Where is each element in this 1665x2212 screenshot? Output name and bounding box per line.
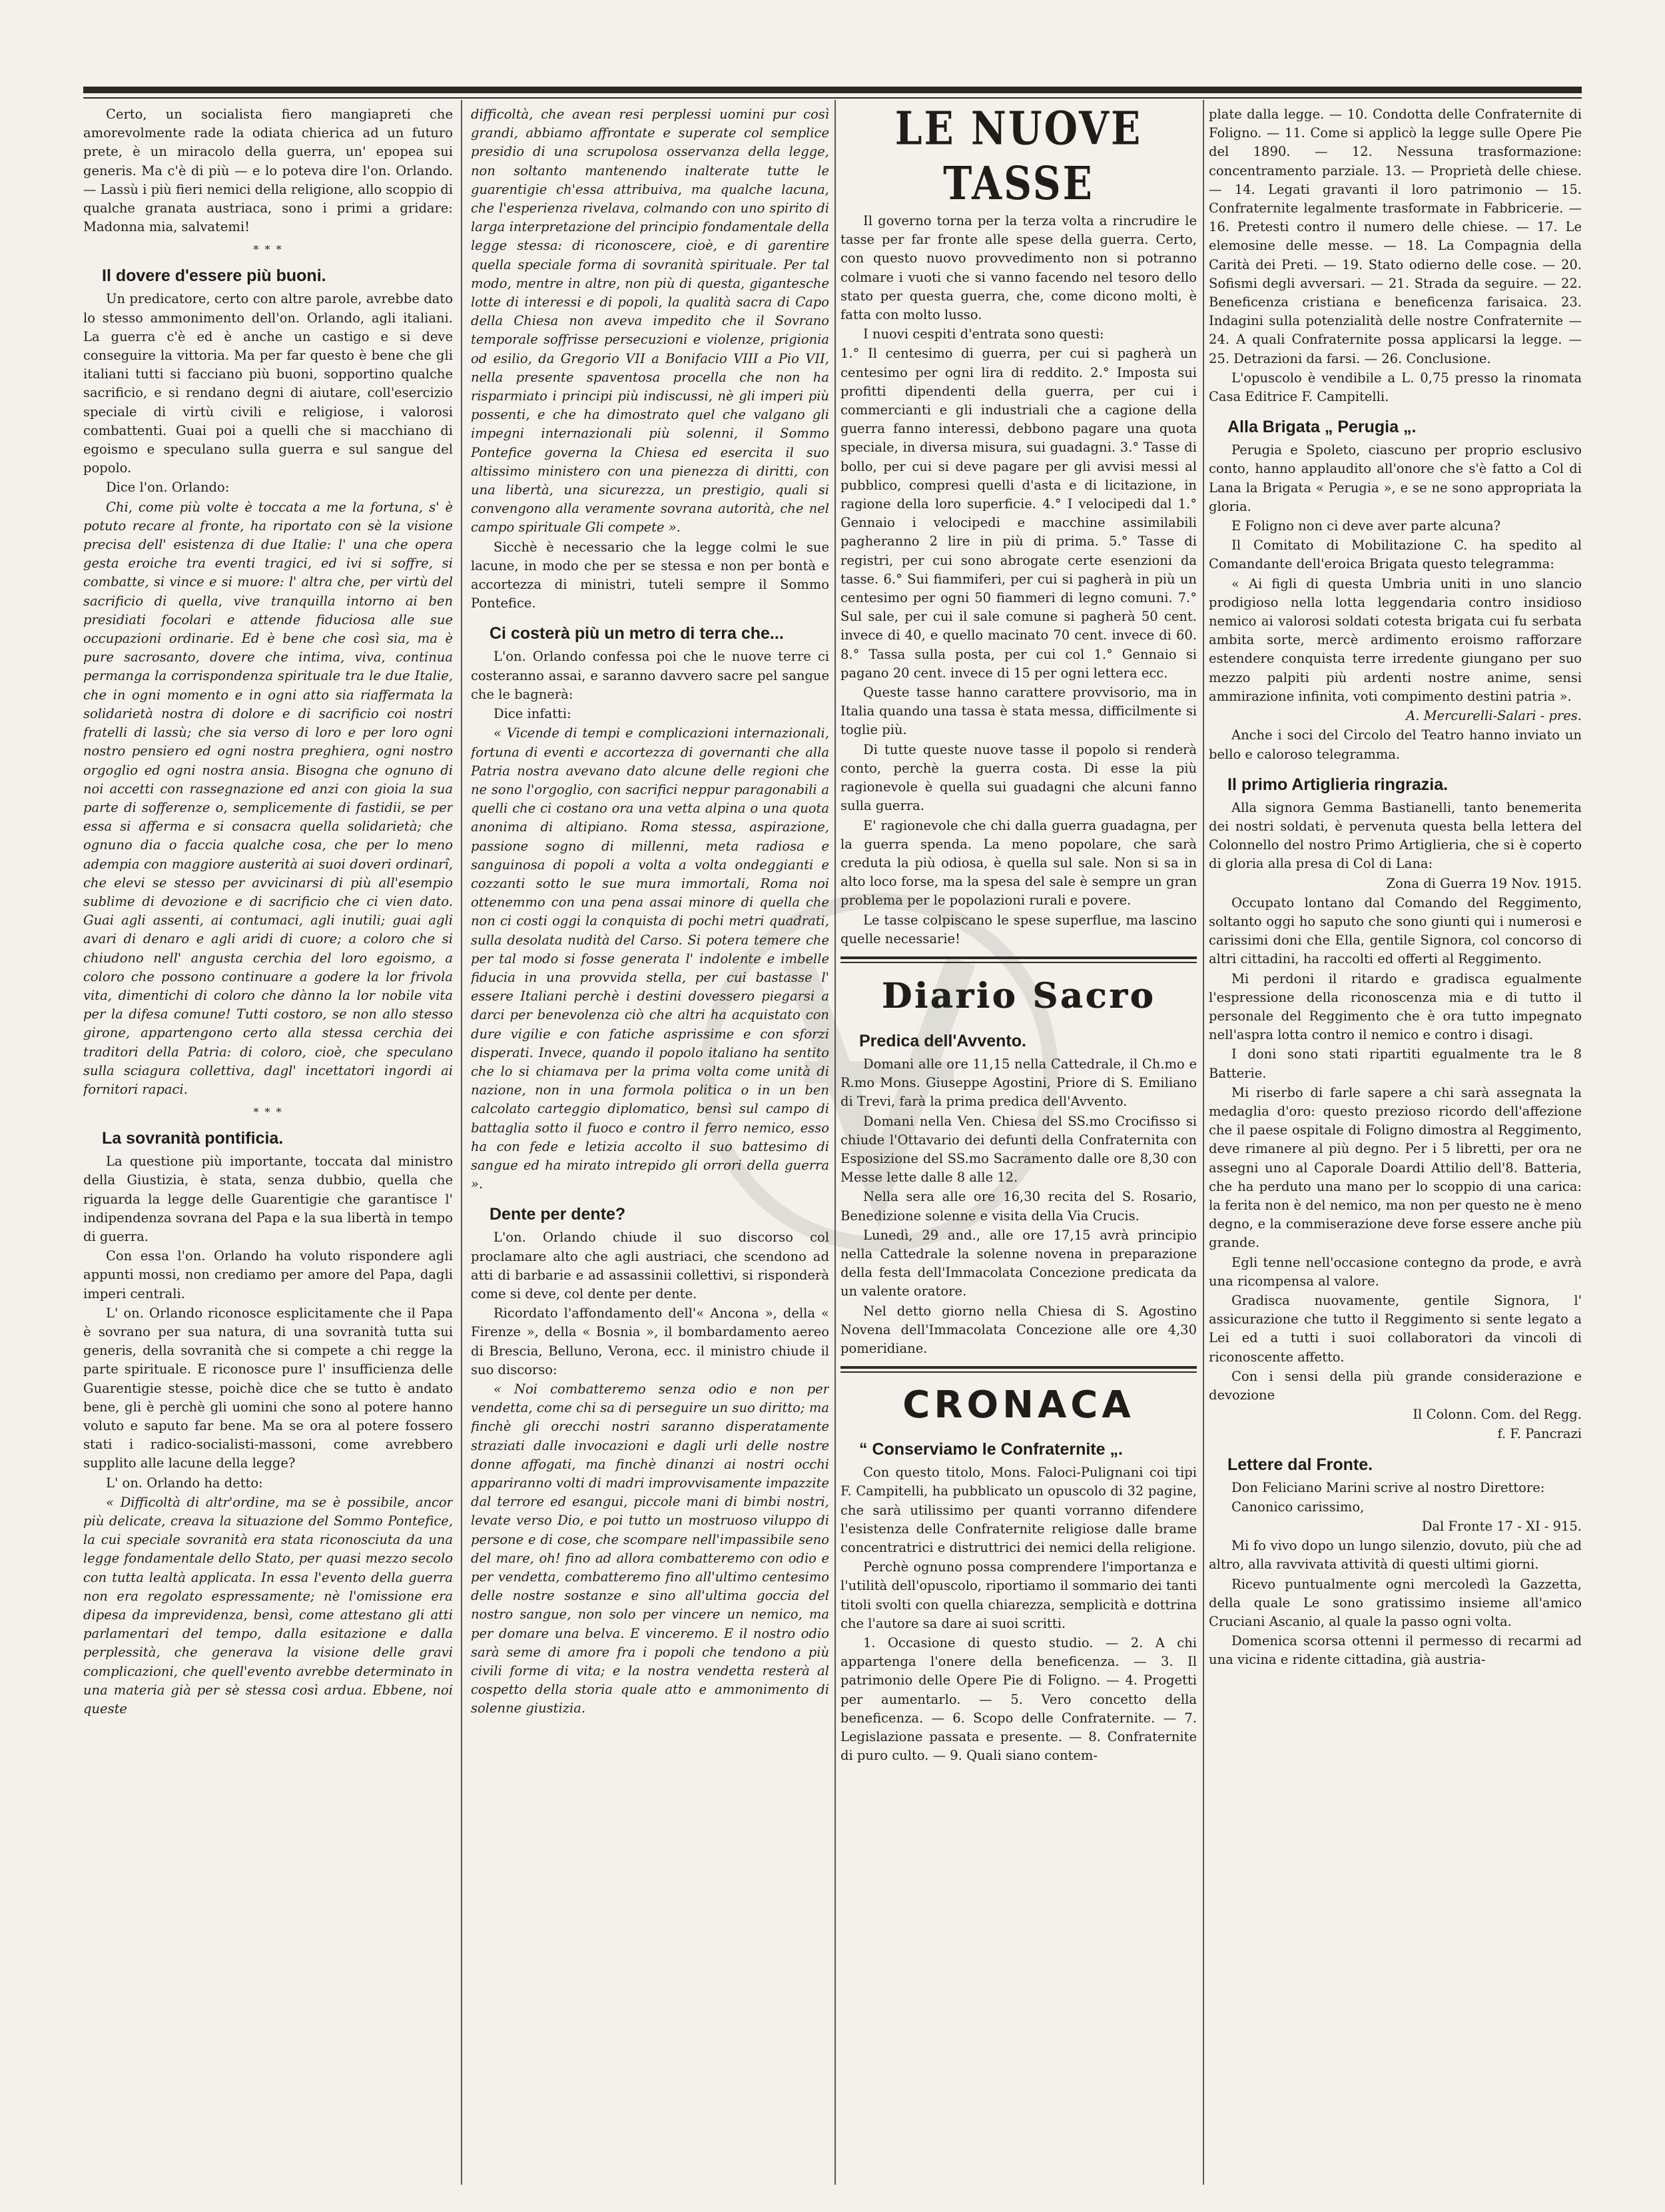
paragraph: Domenica scorsa ottenni il permesso di recarmi ad una vicina e ridente cittadina, già austria- — [1209, 1633, 1582, 1668]
section-rule-thin — [840, 962, 1197, 963]
signature-line: A. Mercurelli-Salari - pres. — [1406, 708, 1582, 724]
paragraph: plate dalla legge. — 10. Condotta delle Confraternite di Foligno. — 11. Come si applicò la legge sulle Opere Pie del 1890. — 12. Nessuna trasformazione: concentramento parziale. 13. — Proprietà delle chiese. — 14. Legati gravanti il loro patrimonio — 15. Confraternite legalmente trasformate in Fabbricerie. — 16. Pretesti contro il numero delle chiese. — 17. Le elemosine delle messe. — 18. La Compagnia della Carità dei Preti. — 19. Stato odierno delle cose. — 20. Sofismi degli avversari. — 21. Strada da seguire. — 22. Beneficenza cristiana e beneficenza farisaica. 23. Indagini sulla potenzialità delle nostre Confraternite — 24. A quali Confraternite possa applicarsi la legge. — 25. Detrazioni da farsi. — 26. Conclusione. — [1209, 107, 1582, 366]
paragraph: L'on. Orlando confessa poi che le nuove terre ci costeranno assai, e saranno davvero sacre pel sangue che le bagnerà: — [471, 649, 829, 702]
paragraph: Perugia e Spoleto, ciascuno per proprio esclusivo conto, hanno applaudito all'onore che s'è fatto a Col di Lana la Brigata « Perugia », e se ne sono appropriata la gloria. — [1209, 442, 1582, 514]
paragraph: 1. Occasione di questo studio. — 2. A chi appartenga l'onere della beneficenza. — 3. Il patrimonio delle Opere Pie di Foligno. — 4. Progetti per aumentarlo. — 5. Vero concetto della beneficenza. — 6. Scopo delle Confraternite. — 7. Legislazione passata e presente. — 8. Confraternite di puro culto. — 9. Quali siano contem- — [840, 1635, 1197, 1764]
paragraph: Mi fo vivo dopo un lungo silenzio, dovuto, più che ad altro, alla ravvivata attività di questi ultimi giorni. — [1209, 1538, 1582, 1573]
paragraph: L'opuscolo è vendibile a L. 0,75 presso la rinomata Casa Editrice F. Campitelli. — [1209, 370, 1582, 405]
quoted-paragraph: « Noi combatteremo senza odio e non per vendetta, come chi sa di perseguire un suo diritto; ma finchè gli orecchi nostri saranno disperatamente straziati dalle invocazioni e dagli urli delle nostre donne affogati, ma finchè dinanzi ai nostri occhi appariranno volti di madri improvvisamente impazzite dal terrore ed esangui, piccole mani di bimbi nostri, levate verso Dio, e poi tutto un mostruoso viluppo di persone e di cose, che scompare nell'impassibile seno del mare, oh! fino ad allora combatteremo con odio e per vendetta, combatteremo fino all'ultimo centesimo delle nostre sostanze e sino all'ultima goccia del nostro sangue, non solo per vincere un nemico, ma per domare una belva. E vinceremo. E il nostro odio sarà seme di amore fra i popoli che tendono a più civili forme di vita; e la nostra vendetta resterà al cospetto della storia quale atto e ammonimento di solenne giustizia. — [471, 1381, 829, 1716]
paragraph: Il governo torna per la terza volta a rincrudire le tasse per far fronte alle spese della guerra. Certo, con questo nuovo provvedimento non si potranno colmare i vuoti che si vanno facendo nel tesoro dello stato per questa guerra, che, come dicono molti, è fatta con molto lusso. — [840, 213, 1197, 323]
article-heading: “ Conserviamo le Confraternite „. — [859, 1440, 1123, 1459]
section-masthead-cronaca: CRONACA — [902, 1383, 1135, 1427]
article-heading: Lettere dal Fronte. — [1227, 1455, 1373, 1474]
paragraph: Nel detto giorno nella Chiesa di S. Agostino Novena dell'Immacolata Concezione alle ore 4,30 pomeridiane. — [840, 1303, 1197, 1356]
column-2 — [471, 105, 829, 2177]
section-masthead: LE NUOVE TASSE — [894, 105, 1143, 210]
paragraph: Le tasse colpiscano le spese superflue, ma lascino quelle necessarie! — [840, 912, 1197, 946]
paragraph: I nuovi cespiti d'entrata sono questi: — [863, 326, 1104, 342]
paragraph: Mi riserbo di farle sapere a chi sarà assegnata la medaglia d'oro: questo prezioso ricordo dell'affezione che il paese ospitale di Foligno dimostra al Reggimento, deve rimanere al più degno. Per i 5 libretti, per ora ne assegni uno al Caporale Doardi Attilio dell'8. Batteria, che ha perduto una mano per lo scoppio di una carica: la ferita non è del nemico, ma non per questo ne è meno degno, e la commiserazione deve forse essere anche più grande. — [1209, 1084, 1582, 1251]
paragraph: Un predicatore, certo con altre parole, avrebbe dato lo stesso ammonimento dell'on. Orlando, agli italiani. La guerra c'è ed è anche un castigo e si deve conseguire la vittoria. Ma per far questo è bene che gli italiani tutti si facciano più buoni, sopportino qualche sacrificio, e si rendano degni di aiutare, coll'esercizio speciale di virtù civili e religiose, i valorosi combattenti. Guai poi a quelli che si macchiano di egoismo e speculano sulla guerra e sul sangue del popolo. — [83, 291, 453, 476]
paragraph: Ricevo puntualmente ogni mercoledì la Gazzetta, della quale Le sono gratissimo insieme all'amico Cruciani Ascanio, al quale la passo ogni volta. — [1209, 1576, 1582, 1630]
section-rule — [840, 956, 1197, 959]
paragraph: La questione più importante, toccata dal ministro della Giustizia, è stata, senza dubbio, quella che riguarda la legge delle Guarentigie che garantisce l' indipendenza sovrana del Papa e la sua libertà in tempo di guerra. — [83, 1154, 453, 1244]
paragraph: 1.° Il centesimo di guerra, per cui si pagherà un centesimo per ogni lira di reddito. 2.° Imposta sui profitti dipendenti della guerra, per cui i commercianti e gli industriali che a cagione della guerra fanno interessi, debbono pagare una quota speciale, in diversa misura, sui guadagni. 3.° Tasse di bollo, per cui si deve pagare per gli avvisi messi al pubblico, compresi quelli d'asta e di licitazione, in ragione della loro superficie. 4.° I velocipedi dal 1.° Gennaio i velocipedi e macchine assimilabili pagheranno 2 lire in più di prima. 5.° Tasse di registri, per cui sono abrogate certe esenzioni da tasse. 6.° Sui fiammiferi, per cui si pagherà in più un centesimo per ogni 50 fiammeri di legno comuni. 7.° Sul sale, per cui il sale comune si pagherà 50 cent. invece di 40, e quello macinato 70 cent. invece di 60. 8.° Tassa sulla posta, per cui col 1.° Gennaio si pagano 20 cent. invece di 15 per ogni lettera ecc. — [840, 346, 1197, 681]
paragraph: Occupato lontano dal Comando del Reggimento, soltanto oggi ho saputo che sono giunti qui i numerosi e carissimi doni che Ella, gentile Signora, col concorso di altri cittadini, ha raccolti ed offerti al Reggimento. — [1209, 895, 1582, 967]
paragraph: Con essa l'on. Orlando ha voluto rispondere agli appunti mossi, non crediamo per amore del Papa, dagli imperi centrali. — [83, 1248, 453, 1301]
paragraph: Ricordato l'affondamento dell'« Ancona », della « Firenze », della « Bosnia », il bombardamento aereo di Brescia, Belluno, Verona, ecc. il ministro chiude il suo discorso: — [471, 1305, 829, 1377]
paragraph: Perchè ognuno possa comprendere l'importanza e l'utilità dell'opuscolo, riportiamo il sommario dei tanti titoli svolti con quella chiarezza, semplicità e dottrina che l'autore sa dare ai suoi scritti. — [840, 1559, 1197, 1631]
paragraph: Mi perdoni il ritardo e gradisca egualmente l'espressione della riconoscenza mia e di tutto il personale del Reggimento che è ora tutto impegnato nell'aspra lotta contro il nemico e contro i disagi. — [1209, 970, 1582, 1043]
paragraph: Don Feliciano Marini scrive al nostro Direttore: — [1231, 1479, 1545, 1495]
paragraph: Nella sera alle ore 16,30 recita del S. Rosario, Benedizione solenne e visita della Via Crucis. — [840, 1189, 1197, 1224]
paragraph: Di tutte queste nuove tasse il popolo si renderà conto, perchè la guerra costa. Di esse la più ragionevole è quella sui guadagni che alcuni fanno sulla guerra. — [840, 741, 1197, 814]
paragraph: E Foligno non ci deve aver parte alcuna? — [1231, 518, 1500, 534]
section-masthead-gothic: Diario Sacro — [881, 975, 1156, 1016]
paragraph: E' ragionevole che chi dalla guerra guadagna, per la guerra spenda. La meno popolare, che sarà creduta la più odiosa, è quella sul sale. Non si sa in alto loco forse, ma la spesa del sale è sempre un gran problema per le popolazioni rurali e povere. — [840, 817, 1197, 909]
paragraph: L' on. Orlando ha detto: — [106, 1475, 263, 1491]
paragraph: Egli tenne nell'occasione contegno da prode, e avrà una ricompensa al valore. — [1209, 1254, 1582, 1289]
article-heading: Dente per dente? — [490, 1205, 626, 1224]
paragraph: Certo, un socialista fiero mangiapreti che amorevolmente rade la odiata chierica ad un futuro prete, è un miracolo della guerra, un' epopea sui generis. Ma c'è di più — e lo poteva dire l'on. Orlando. — Lassù i più fieri nemici della religione, allo scoppio di qualche granata austriaca, sono i primi a gridare: Madonna mia, salvatemi! — [83, 107, 453, 235]
paragraph: Dice infatti: — [494, 706, 571, 722]
right-aligned-line: Dal Fronte 17 - XI - 915. — [1421, 1519, 1582, 1535]
article-heading: Ci costerà più un metro di terra che... — [490, 624, 784, 643]
paragraph: Anche i soci del Circolo del Teatro hanno inviato un bello e caloroso telegramma. — [1209, 727, 1582, 762]
quoted-paragraph: difficoltà, che avean resi perplessi uomini pur così grandi, abbiamo affrontate e superate col semplice presidio di una scrupolosa osservanza della legge, non soltanto mantenendo inalterate tutte le guarentigie ch'essa attribuiva, ma qualche lacuna, che l'esperienza rivelava, colmando con uno spirito di larga interpretazione del principio fondamentale della legge stessa: di riconoscere, cioè, e di garentire quella speciale forma di sovranità spirituale. Per tal modo, mentre in altre, non più di questa, gigantesche lotte di interessi e di popoli, la qualità sacra di Capo della Chiesa non aveva impedito che il Sovrano temporale soffrisse persecuzioni e violenze, prigionia od esilio, da Gregorio VII a Bonifacio VIII a Pio VII, nella presente spaventosa procella che non ha risparmiato i principi più indiscussi, nè gli imperi più possenti, e che ha dimostrato quel che valgano gli impegni internazionali più solenni, il Sommo Pontefice governa la Chiesa ed esercita il suo altissimo ministero con una pienezza di diritti, con una libertà, una sicurezza, un prestigio, quali si convengono alla veramente sovrana autorità, che nel campo spirituale Gli compete ». — [471, 107, 829, 536]
paragraph: Dice l'on. Orlando: — [106, 480, 230, 496]
article-heading: Il primo Artiglieria ringrazia. — [1227, 775, 1449, 794]
paragraph: Il Comitato di Mobilitazione C. ha spedito al Comandante dell'eroica Brigata questo telegramma: — [1209, 538, 1582, 572]
paragraph: I doni sono stati ripartiti egualmente tra le 8 Batterie. — [1209, 1046, 1582, 1081]
article-heading: Il dovere d'essere più buoni. — [102, 266, 326, 286]
quoted-paragraph: « Vicende di tempi e complicazioni internazionali, fortuna di eventi e accortezza di governanti che alla Patria nostra avevano dato alcune delle regioni che ne sono l'orgoglio, con sacrifici neppur paragonabili a quelli che ci costano ora una vetta alpina o una quota anonima di altipiano. Roma stessa, aspirazione, passione sogno di millenni, meta radiosa e sanguinosa di popoli a volta a volta ondeggianti e cozzanti sotto le sue mura immortali, Roma noi ottenemmo con una pena assai minore di quella che non ci costi oggi la conquista di pochi metri quadrati, sulla desolata nudità del Carso. Si potera temere che per tal modo si fosse generata l' indolente e imbelle fiducia in una provvida stella, per cui bastasse l' essere Italiani perchè i destini dovessero piegarsi a darci per benevolenza ciò che altri ha acquistato con dure vigilie e con fatiche asprissime e con sforzi disperati. Invece, quando il popolo italiano ha sentito che lo si chiamava per la prima volta come unità di nazione, non in una formola politica o in un ben calcolato carteggio diplomatico, bensì sul campo di battaglia sotto il fuoco e contro il ferro nemico, esso ha con fede e letizia accolto il suo battesimo di sangue ed ha mirato intrepido gli orrori della guerra ». — [471, 725, 829, 1192]
paragraph: « Ai figli di questa Umbria uniti in uno slancio prodigioso nella lotta leggendaria contro insidioso nemico ai valorosi soldati cotesta brigata cui fu serbata ambita sorte, mercè ardimento eroismo rafforzare estendere conquista terre irredente giungano per suo mezzo palpiti più ardenti nostre anime, sensi ammirazione infinita, voti compimento destini patria ». — [1209, 575, 1582, 704]
top-border-rule-thin — [83, 97, 1582, 99]
column-divider-1 — [461, 100, 462, 2185]
right-aligned-line: Il Colonn. Com. del Regg. — [1413, 1407, 1582, 1423]
section-separator-asterisks: * * * — [253, 1106, 283, 1119]
quoted-paragraph: Chi, come più volte è toccata a me la fortuna, s' è potuto recare al fronte, ha riportato con sè la visione precisa dell' esistenza di due Italie: l' una che opera gesta eroiche tra eventi tragici, ed ivi si soffre, si combatte, si vince e si muore: l' altra che, per virtù del sacrificio di quella, vive tranquilla intorno ai ben presidiati focolari e attende fiduciosa alle sue occupazioni ordinarie. Ed è bene che così sia, ma è pure sacrosanto, dovere che intima, viva, continua permanga la corrispondenza spirituale tra le due Italie, che in ogni momento e in ogni atto sia riaffermata la solidarietà nostra di dolore e di sacrificio coi nostri fratelli di lassù; che sia verso di loro e per loro ogni nostro pensiero ed ogni nostra preghiera, ogni nostro orgoglio ed ogni nostra ansia. Bisogna che ognuno di noi accetti con rassegnazione ed anzi con gioia la sua parte di sofferenze o, semplicemente di fastidii, se per essa si afferma e si consacra quella solidarietà; che ognuno dia o faccia qualche cosa, che per lo meno adempia con maggiore austerità ai suoi doveri ordinarî, che elevi se stesso per avvicinarsi di più all'esempio sublime di devozione e di sacrificio che ci vien dato. Guai agli assenti, ai contumaci, agli inutili; guai agli avari di denaro e agli aridi di cuore; a coloro che si chiudono nell' angusta cerchia del loro egoismo, a coloro che possono continuare a godere la lor frivola vita, dimentichi di coloro che dànno la lor nobile vita per la difesa comune! Tutti costoro, se non allo stesso girone, appartengono certo alla stessa cerchia dei traditori della Patria: di coloro, cioè, che speculano sulla sciagura collettiva, dagl' incettatori ingordi ai fornitori rapaci. — [83, 499, 453, 1097]
paragraph: L'on. Orlando chiude il suo discorso col proclamare alto che agli austriaci, che scendono ad atti di barbarie e ad assassinii collettivi, si risponderà come si deve, col dente per dente. — [471, 1230, 829, 1301]
paragraph: Con i sensi della più grande considerazione e devozione — [1209, 1368, 1582, 1403]
section-separator-asterisks: * * * — [253, 243, 283, 256]
paragraph: Queste tasse hanno carattere provvisorio, ma in Italia quando una tassa è stata messa, difficilmente si toglie più. — [840, 685, 1197, 738]
paragraph: Canonico carissimo, — [1231, 1499, 1365, 1515]
article-heading: La sovranità pontificia. — [102, 1129, 284, 1148]
paragraph: Lunedì, 29 and., alle ore 17,15 avrà principio nella Cattedrale la solenne novena in preparazione della festa dell'Immacolata Concezione predicata da un valente oratore. — [840, 1227, 1197, 1299]
quoted-paragraph: « Difficoltà di altr'ordine, ma se è possibile, ancor più delicate, creava la situazione del Sommo Pontefice, la cui speciale sovranità era stata riconosciuta da una legge fondamentale dello Stato, per quasi mezzo secolo con tutta lealtà applicata. In essa l'evento della guerra non era regolato espressamente; nè l'omissione era dipesa da imprevidenza, bensì, come attestano gli atti parlamentari del tempo, dalla esitazione e dalla perplessità, che generava la visione delle gravi complicazioni, che quell'evento avrebbe determinato in una materia già per sè stessa così ardua. Ebbene, noi queste — [83, 1494, 453, 1717]
column-divider-2 — [834, 100, 836, 2185]
section-rule — [840, 1366, 1197, 1369]
top-border-rule — [83, 87, 1582, 93]
section-rule-thin — [840, 1371, 1197, 1373]
column-divider-3 — [1203, 100, 1204, 2185]
paragraph: Alla signora Gemma Bastianelli, tanto benemerita dei nostri soldati, è pervenuta questa bella lettera del Colonnello del nostro Primo Artiglieria, che si è coperto di gloria alla presa di Col di Lana: — [1209, 799, 1582, 872]
column-1 — [83, 105, 453, 2177]
paragraph: Con questo titolo, Mons. Faloci-Pulignani coi tipi F. Campitelli, ha pubblicato un opuscolo di 32 pagine, che sarà utilissimo per quanti vorranno difendere l'esistenza delle Confraternite religiose dalle brame concentratrici e distruttrici dei nemici della religione. — [840, 1465, 1197, 1555]
column-4 — [1209, 105, 1582, 2177]
right-aligned-line: f. F. Pancrazi — [1497, 1426, 1582, 1442]
column-3 — [840, 105, 1197, 2177]
article-heading: Alla Brigata „ Perugia „. — [1227, 418, 1417, 437]
paragraph: Domani alle ore 11,15 nella Cattedrale, il Ch.mo e R.mo Mons. Giuseppe Agostini, Priore di S. Emiliano di Trevi, farà la prima predica dell'Avvento. — [840, 1056, 1197, 1110]
paragraph: L' on. Orlando riconosce esplicitamente che il Papa è sovrano per sua natura, di una sovranità tutta sui generis, della sovranità che si compete a chi regge la parte spirituale. E riconosce pure l' insufficienza delle Guarentigie stesse, poichè dice che se tutto è andato bene, gli è perchè gli uomini che sono al potere hanno voluto e saputo far bene. Ma se ora al potere fossero stati i radico-socialisti-massoni, come avrebbero supplito alle lacune della legge? — [83, 1305, 453, 1471]
right-aligned-line: Zona di Guerra 19 Nov. 1915. — [1386, 875, 1582, 891]
article-heading: Predica dell'Avvento. — [859, 1031, 1026, 1050]
paragraph: Sicchè è necessario che la legge colmi le sue lacune, in modo che per se stessa e non per bontà e accortezza di ministri, tuteli sempre il Sommo Pontefice. — [471, 539, 829, 611]
paragraph: Domani nella Ven. Chiesa del SS.mo Crocifisso si chiude l'Ottavario dei defunti della Confraternita con Esposizione del SS.mo Sacramento dalle ore 8,30 con Messe lette dalle 8 alle 12. — [840, 1113, 1197, 1186]
paragraph: Gradisca nuovamente, gentile Signora, l' assicurazione che tutto il Reggimento si sente legato a Lei ed a tutti i suoi collaboratori da vincoli di riconoscente affetto. — [1209, 1292, 1582, 1365]
